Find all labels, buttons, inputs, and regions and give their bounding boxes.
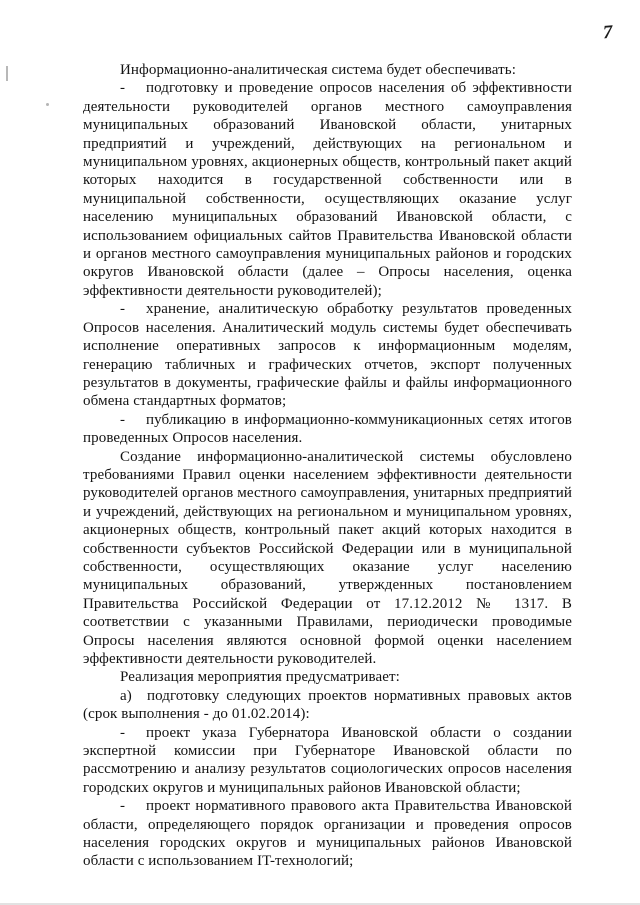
- dash-marker: -: [120, 80, 126, 97]
- scan-artifact: [46, 103, 49, 106]
- paragraph: [83, 724, 572, 798]
- document-body: [83, 61, 572, 871]
- paragraph-text: хранение, аналитическую обработку результатов проведенных Опросов населения. Аналитический модуль системы будет обеспечивать исполнение оперативных запросов к информационным моделям, генерацию табличных и графических отчетов, экспорт полученных результатов в документы, графические файлы и файлы информационного обмена стандартных форматов;: [83, 301, 572, 410]
- paragraph-text: проект указа Губернатора Ивановской области о создании экспертной комиссии при Губернаторе Ивановской области по рассмотрению и анализу результатов социологических опросов населения городских округов и муниципальных районов Ивановской области;: [83, 724, 572, 796]
- paragraph-text: подготовку и проведение опросов населения об эффективности деятельности руководителей органов местного самоуправления муниципальных образований Ивановской области, унитарных предприятий и учреждений, действующих на региональном и муниципальном уровнях, акционерных обществ, контрольный пакет акций которых находится в государственной собственности или в муниципальной собственности, осуществляющих оказание услуг населению муниципальных образований Ивановской области, с использованием официальных сайтов Правительства Ивановской области и органов местного самоуправления муниципальных районов и городских округов Ивановской области (далее – Опросы населения, оценка эффективности деятельности руководителей);: [83, 80, 572, 299]
- dash-marker: -: [120, 724, 126, 741]
- paragraph: [83, 61, 572, 79]
- list-marker-a: а): [120, 687, 132, 704]
- paragraph-text: Реализация мероприятия предусматривает:: [120, 669, 400, 686]
- paragraph-text: Информационно-аналитическая система будет обеспечивать:: [120, 62, 516, 78]
- paragraph-text: проект нормативного правового акта Правительства Ивановской области, определяющего порядок организации и проведения опросов населения городских округов и муниципальных районов Ивановской области с использованием IT-технологий;: [83, 798, 572, 870]
- paragraph: [83, 448, 572, 669]
- dash-marker: -: [120, 798, 126, 815]
- dash-marker: -: [120, 301, 126, 318]
- paragraph: [83, 79, 572, 300]
- page-number: 7: [601, 21, 613, 44]
- scan-artifact: [6, 66, 8, 81]
- paragraph: [83, 797, 572, 871]
- paragraph-text: публикацию в информационно-коммуникационных сетях итогов проведенных Опросов населения.: [83, 411, 572, 447]
- paragraph: [83, 300, 572, 410]
- paragraph-text: подготовку следующих проектов нормативных правовых актов (срок выполнения - до 01.02.2014):: [83, 687, 572, 723]
- dash-marker: -: [120, 411, 126, 428]
- paragraph: [83, 687, 572, 724]
- paragraph-text: Создание информационно-аналитической системы обусловлено требованиями Правил оценки населением эффективности деятельности руководителей органов местного самоуправления, унитарных предприятий и учреждений, действующих на региональном и муниципальном уровнях, акционерных обществ, контрольный пакет акций которых находится в собственности субъектов Российской Федерации или в муниципальной собственности, осуществляющих оказание услуг населению муниципальных образований, утвержденных постановлением Правительства Российской Федерации от 17.12.2012 № 1317. В соответствии с указанными Правилами, периодически проводимые Опросы населения являются основной формой оценки населением эффективности деятельности руководителей.: [83, 448, 572, 667]
- paragraph: [83, 411, 572, 448]
- paragraph: [83, 668, 572, 686]
